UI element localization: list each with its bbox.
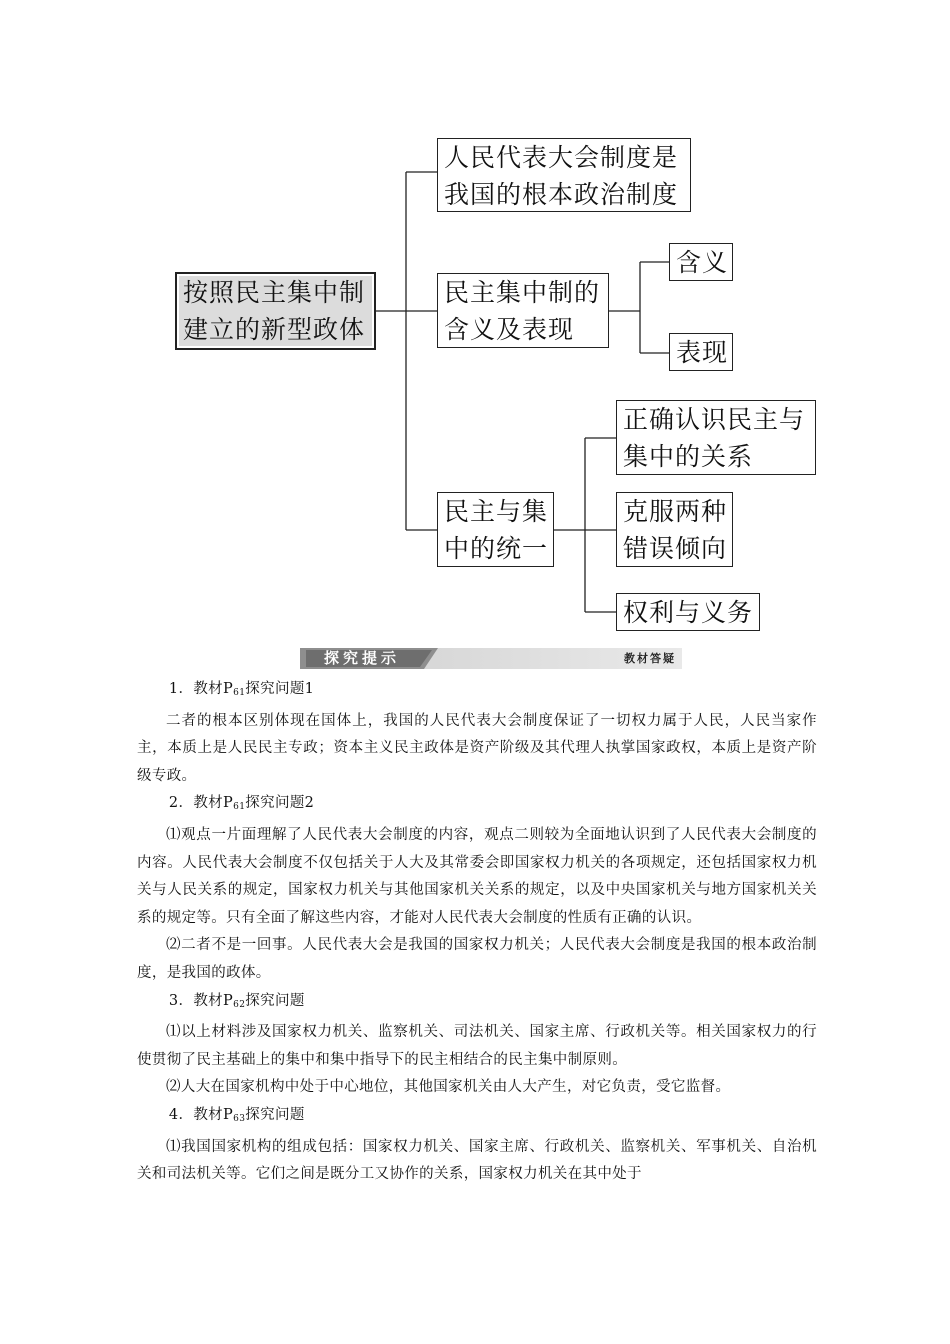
item-3-heading <box>137 988 817 1020</box>
section-banner <box>300 648 682 669</box>
unity-line-2: 中的统一 <box>444 534 549 563</box>
rights-text: 权利与义务 <box>623 598 754 627</box>
relationship-line-2: 集中的关系 <box>623 442 754 471</box>
root-line-1: 按照民主集中制 <box>183 278 366 307</box>
item-1-heading-prefix: 1．教材P <box>168 681 234 697</box>
item-1-paragraph-1: 二者的根本区别体现在国体上，我国的人民代表大会制度保证了一切权力属于人民，人民当家作主，本质上是人民民主专政；资本主义民主政体是资产阶级及其代理人执掌国家政权，本质上是资产阶级专政。 <box>137 712 817 784</box>
people-congress-line-1: 人民代表大会制度是 <box>444 143 679 172</box>
banner-title: 探究提示 <box>324 649 401 667</box>
item-2-heading <box>137 790 817 822</box>
item-4-heading-page: 63 <box>233 1113 246 1124</box>
node-unity <box>437 492 554 567</box>
item-2-paragraph-2: ⑵二者不是一回事。人民代表大会是我国的国家权力机关；人民代表大会制度是我国的根本政治制度，是我国的政体。 <box>137 937 817 981</box>
item-4-heading-prefix: 4．教材P <box>168 1106 234 1123</box>
item-2-heading-suffix: 探究问题2 <box>245 795 315 812</box>
leaf-manifestation <box>669 333 733 371</box>
leaf-overcome <box>616 492 733 567</box>
item-1-heading-suffix: 探究问题1 <box>245 681 315 697</box>
meaning-text: 含义 <box>676 248 729 277</box>
overcome-line-2: 错误倾向 <box>623 534 728 563</box>
item-4-heading-suffix: 探究问题 <box>245 1106 305 1123</box>
item-1-heading-page: 61 <box>233 688 246 698</box>
item-4-heading <box>137 1102 817 1134</box>
item-3-heading-suffix: 探究问题 <box>245 992 305 1009</box>
item-3-heading-page: 62 <box>233 999 246 1010</box>
node-democratic-centralism <box>437 273 609 348</box>
people-congress-line-2: 我国的根本政治制度 <box>444 180 679 209</box>
answers-content <box>137 676 817 1189</box>
banner-subtitle: 教材答疑 <box>624 652 676 665</box>
manifestation-text: 表现 <box>676 338 729 367</box>
overcome-line-1: 克服两种 <box>623 497 728 526</box>
leaf-relationship <box>616 400 816 475</box>
item-2-heading-prefix: 2．教材P <box>168 795 234 812</box>
node-people-congress <box>437 138 691 212</box>
unity-line-1: 民主与集 <box>444 497 549 526</box>
item-2-paragraph-1: ⑴观点一片面理解了人民代表大会制度的内容，观点二则较为全面地认识到了人民代表大会制度的内容。人民代表大会制度不仅包括关于人大及其常委会即国家权力机关的各项规定，还包括国家权力机关与人民关系的规定，国家权力机关与其他国家机关关系的规定，以及中央国家机关与地方国家机关关系的规定等。只有全面了解这些内容，才能对人民代表大会制度的性质有正确的认识。 <box>137 826 817 926</box>
item-4-paragraph-1: ⑴我国国家机构的组成包括：国家权力机关、国家主席、行政机关、监察机关、军事机关、自治机关和司法机关等。它们之间是既分工又协作的关系，国家权力机关在其中处于 <box>137 1138 817 1183</box>
item-3-paragraph-2: ⑵人大在国家机构中处于中心地位，其他国家机关由人大产生，对它负责，受它监督。 <box>166 1079 731 1096</box>
dc-line-1: 民主集中制的 <box>444 278 601 307</box>
leaf-meaning <box>669 243 733 281</box>
root-line-2: 建立的新型政体 <box>183 315 366 344</box>
dc-line-2: 含义及表现 <box>444 315 575 344</box>
item-3-paragraph-1: ⑴以上材料涉及国家权力机关、监察机关、司法机关、国家主席、行政机关等。相关国家权力的行使贯彻了民主基础上的集中和集中指导下的民主相结合的民主集中制原则。 <box>137 1024 817 1068</box>
item-3-heading-prefix: 3．教材P <box>168 992 234 1009</box>
relationship-line-1: 正确认识民主与 <box>623 405 806 434</box>
node-root <box>175 272 376 350</box>
leaf-rights <box>616 593 760 631</box>
item-1-heading <box>137 676 817 708</box>
item-2-heading-page: 61 <box>233 802 246 813</box>
